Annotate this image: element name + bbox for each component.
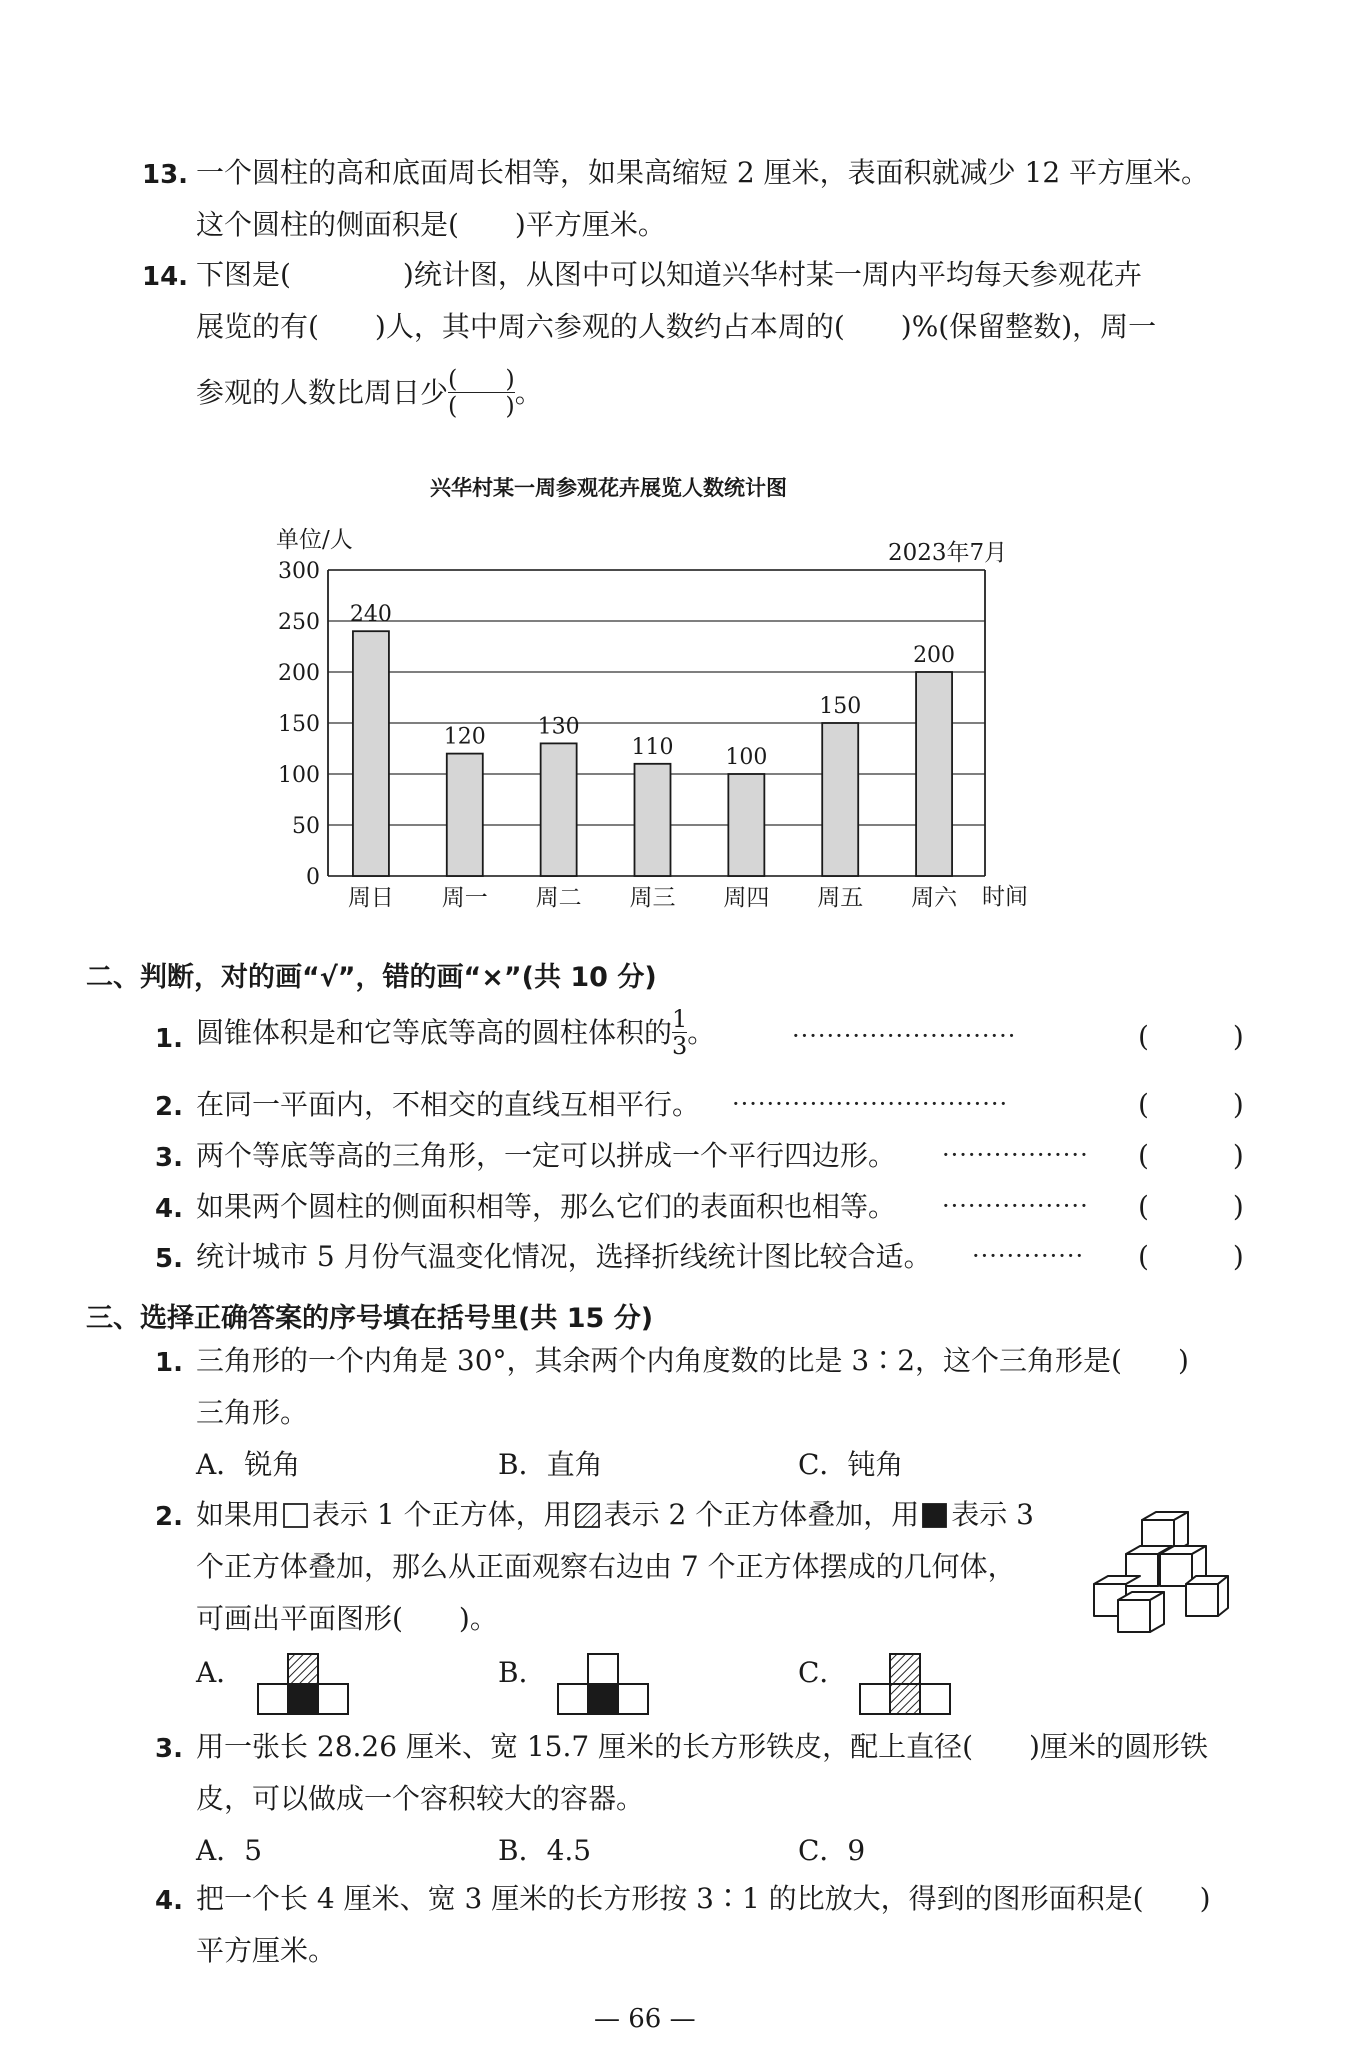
fraction-numerator: ( ) (448, 365, 515, 393)
x-tick-label: 周四 (723, 885, 770, 911)
option-b[interactable]: B．4.5 (498, 1834, 592, 1867)
question-text: 可画出平面图形( )。 (196, 1602, 498, 1635)
question-text-line (196, 366, 543, 419)
answer-parentheses[interactable]: ( ) (1138, 1139, 1244, 1172)
question-text: 表示 1 个正方体，用 (312, 1498, 572, 1531)
question-text: 一个圆柱的高和底面周长相等，如果高缩短 2 厘米，表面积就减少 12 平方厘米。 (196, 156, 1210, 189)
section-2-title: 二、判断，对的画“√”，错的画“×”(共 10 分) (86, 962, 657, 993)
question-text: 。 (514, 375, 543, 409)
y-tick-label: 250 (278, 610, 320, 635)
question-text: 皮，可以做成一个容积较大的容器。 (196, 1782, 645, 1815)
y-tick-label: 300 (278, 559, 320, 584)
item-number: 5. (155, 1244, 183, 1274)
x-tick-label: 周一 (441, 885, 488, 911)
option-b[interactable]: B．直角 (498, 1448, 603, 1481)
item-number: 3. (155, 1143, 183, 1173)
question-number: 14. (142, 262, 189, 292)
leader-dots: ································ (732, 1090, 1009, 1118)
x-tick-label: 周五 (817, 885, 864, 911)
question-text: 展览的有( )人，其中周六参观的人数约占本周的( )%(保留整数)，周一 (196, 310, 1157, 343)
option-a[interactable]: A． (196, 1656, 245, 1689)
bar-value-label: 240 (349, 602, 392, 628)
bar-value-label: 120 (443, 724, 486, 750)
x-tick-label: 周三 (629, 885, 676, 911)
y-tick-label: 200 (278, 661, 320, 686)
question-text: 平方厘米。 (196, 1934, 337, 1967)
leader-dots: ················· (942, 1192, 1089, 1220)
question-number: 2. (155, 1502, 183, 1532)
bar (541, 743, 577, 876)
item-number: 1. (155, 1024, 183, 1054)
item-text: 如果两个圆柱的侧面积相等，那么它们的表面积也相等。 (196, 1190, 897, 1223)
answer-parentheses[interactable]: ( ) (1138, 1020, 1244, 1053)
bar (916, 672, 952, 876)
bar (728, 774, 764, 876)
item-text: 。 (687, 1015, 716, 1049)
fraction-numerator: 1 (672, 1005, 688, 1033)
bar (635, 764, 671, 876)
question-text: 这个圆柱的侧面积是( )平方厘米。 (196, 208, 666, 241)
hatched-square-icon (574, 1501, 602, 1529)
question-text: 参观的人数比周日少 (196, 375, 449, 409)
question-text: 个正方体叠加，那么从正面观察右边由 7 个正方体摆成的几何体， (196, 1550, 1016, 1583)
black-square-icon (921, 1501, 949, 1529)
question-number: 13. (142, 160, 189, 190)
item-text: 两个等底等高的三角形，一定可以拼成一个平行四边形。 (196, 1139, 897, 1172)
question-text: 表示 3 (951, 1498, 1034, 1531)
empty-square-icon (282, 1501, 310, 1529)
question-text: 表示 2 个正方体叠加，用 (603, 1498, 920, 1531)
leader-dots: ············· (972, 1242, 1085, 1270)
question-number: 4. (155, 1886, 183, 1916)
cube-stack-figure (1090, 1510, 1230, 1645)
bar-value-label: 100 (725, 745, 768, 770)
option-c[interactable]: C．钝角 (798, 1448, 904, 1481)
question-text: 三角形的一个内角是 30°，其余两个内角度数的比是 3∶2，这个三角形是( ) (196, 1344, 1189, 1377)
bar-value-label: 130 (537, 714, 580, 740)
question-text: 三角形。 (196, 1396, 309, 1429)
fraction-denominator: ( ) (448, 392, 515, 420)
x-tick-label: 周二 (535, 885, 582, 911)
bar-value-label: 110 (631, 734, 674, 760)
item-number: 2. (155, 1092, 183, 1122)
y-axis-label: 单位/人 (276, 527, 353, 553)
bar (447, 754, 483, 876)
x-axis-label: 时间 (982, 884, 1028, 910)
chart-date: 2023年7月 (888, 540, 1008, 566)
option-b-figure (554, 1652, 650, 1716)
fraction-denominator: 3 (672, 1032, 688, 1060)
leader-dots: ·························· (792, 1022, 1017, 1050)
question-text: 如果用 (196, 1498, 281, 1531)
question-text: 下图是( )统计图，从图中可以知道兴华村某一周内平均每天参观花卉 (196, 258, 1142, 291)
item-text: 圆锥体积是和它等底等高的圆柱体积的 (196, 1015, 673, 1049)
option-a-figure (254, 1652, 350, 1716)
x-tick-label: 周日 (347, 885, 394, 911)
section-3-title: 三、选择正确答案的序号填在括号里(共 15 分) (86, 1303, 654, 1334)
leader-dots: ················· (942, 1141, 1089, 1169)
fraction (672, 1006, 687, 1059)
question-text-line (196, 1498, 1034, 1532)
option-c[interactable]: C． (798, 1656, 848, 1689)
answer-parentheses[interactable]: ( ) (1138, 1240, 1244, 1273)
question-number: 3. (155, 1734, 183, 1764)
bar (353, 631, 389, 876)
answer-parentheses[interactable]: ( ) (1138, 1088, 1244, 1121)
option-a[interactable]: A．锐角 (196, 1448, 301, 1481)
y-tick-label: 50 (292, 814, 320, 839)
bar-value-label: 150 (819, 694, 862, 719)
y-tick-label: 100 (278, 763, 320, 788)
item-number: 4. (155, 1194, 183, 1224)
option-c-figure (856, 1652, 952, 1716)
answer-fraction (448, 366, 515, 419)
question-text: 用一张长 28.26 厘米、宽 15.7 厘米的长方形铁皮，配上直径( )厘米的圆形铁 (196, 1730, 1208, 1763)
item-text: 统计城市 5 月份气温变化情况，选择折线统计图比较合适。 (196, 1240, 932, 1273)
bar (822, 723, 858, 876)
question-text: 把一个长 4 厘米、宽 3 厘米的长方形按 3∶1 的比放大，得到的图形面积是( ) (196, 1882, 1211, 1915)
question-number: 1. (155, 1348, 183, 1378)
x-tick-label: 周六 (911, 885, 958, 911)
item-text-line (196, 1006, 715, 1059)
option-a[interactable]: A．5 (196, 1834, 263, 1867)
chart-title: 兴华村某一周参观花卉展览人数统计图 (430, 476, 787, 500)
option-b[interactable]: B． (498, 1656, 547, 1689)
bar-chart (240, 512, 1080, 922)
y-tick-label: 0 (306, 865, 320, 890)
item-text: 在同一平面内，不相交的直线互相平行。 (196, 1088, 701, 1121)
answer-parentheses[interactable]: ( ) (1138, 1190, 1244, 1223)
y-tick-label: 150 (278, 712, 320, 737)
option-c[interactable]: C．9 (798, 1834, 866, 1867)
bar-value-label: 200 (913, 643, 956, 668)
page-number: — 66 — (594, 2004, 696, 2034)
